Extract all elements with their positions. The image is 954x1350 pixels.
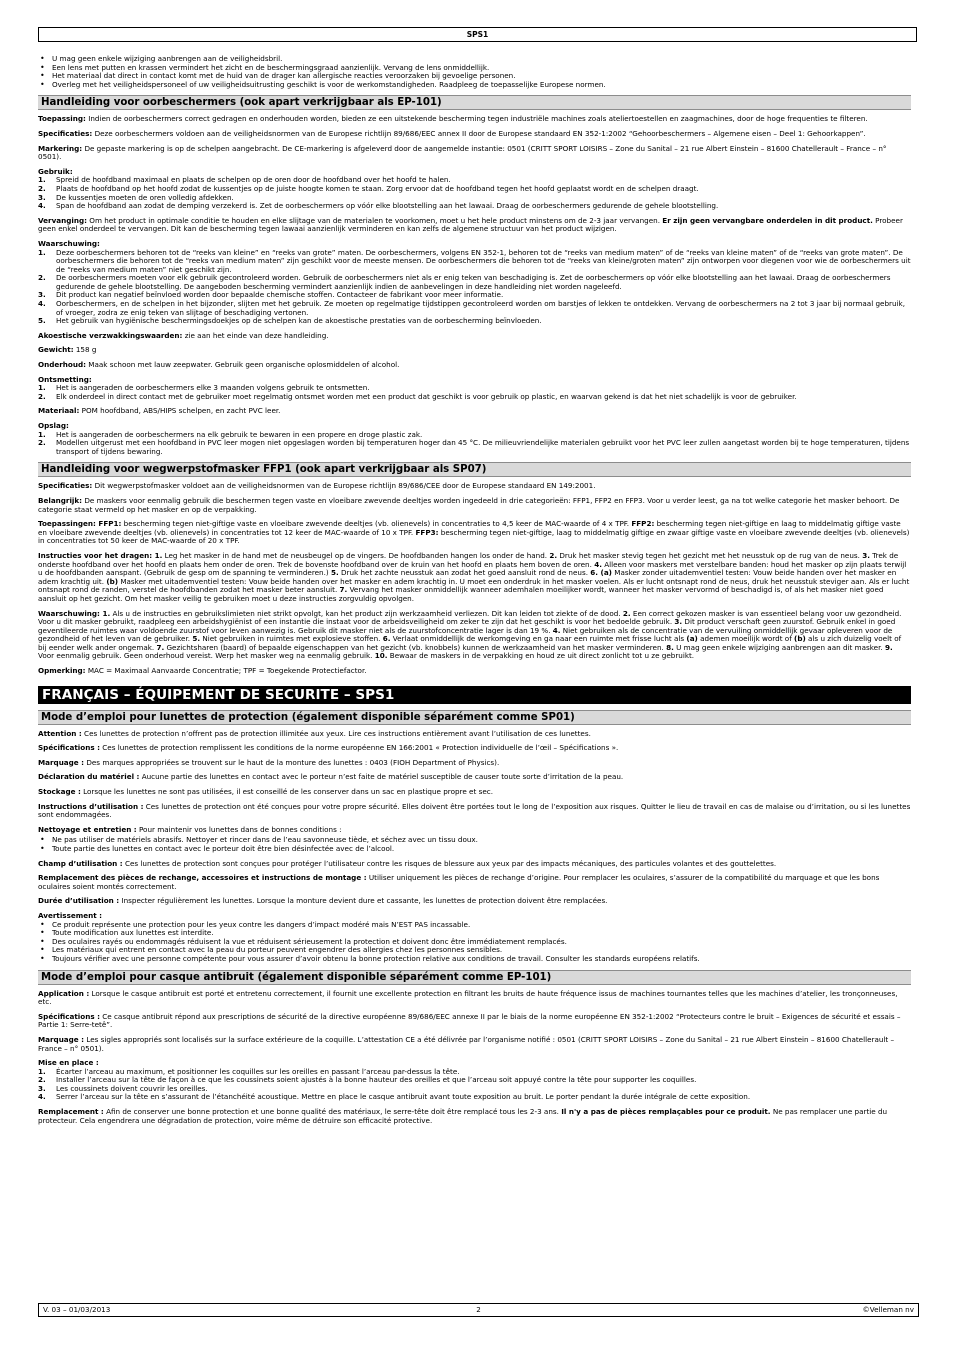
footer-copyright: ©Velleman nv <box>862 1305 914 1314</box>
paragraph: Toepassing: Indien de oorbeschermers correct gedragen en onderhouden worden, bieden ze een uitstekende bescherming tegen industriële machines zoals ateliertoestellen en zaagmachines, door de hoge frequenties te filteren. <box>38 114 868 124</box>
list-item: 4. Oorbeschermers, en de schelpen in het bijzonder, slijten met het gebruik. Ze moeten op regelmatige tijdstippen gecontroleerd worden om barstjes of lekken te ontdekken. Vervang de oorbeschermers na 2 tot 3 jaar bij normaal gebruik, of vroeger, zodra ze enig teken van slijtage of beschadiging vertonen. <box>38 299 905 317</box>
section-heading-fr-glasses: Mode d’emploi pour lunettes de protection (également disponible séparément comme SP01) <box>38 710 911 725</box>
list-item: 4. Serrer l’arceau sur la tête en s’assurant de l’étanchéité acoustique. Mettre en place le casque antibruit avant toute exposition au bruit. Le porter pendant la durée intégrale de cette exposition. <box>38 1092 751 1102</box>
paragraph: Akoestische verzwakkingswaarden: zie aan het einde van deze handleiding. <box>38 330 329 340</box>
paragraph-label: Ontsmetting: <box>38 374 92 384</box>
paragraph: Stockage : Lorsque les lunettes ne sont pas utilisées, il est conseillé de les conserver dans un sac en plastique propre et sec. <box>38 787 493 797</box>
list-item: 1. Écarter l’arceau au maximum, et positionner les coquilles sur les oreilles en passant l’arceau par-dessus la tête. <box>38 1066 460 1076</box>
paragraph: Spécifications : Ce casque antibruit répond aux prescriptions de sécurité de la directive européenne 89/686/EEC annexe II par le biais de la norme européenne EN 352-1:2002 “Protecteurs contre le bruit – Exigences de sécurité et essais – Partie 1: Serre-tetê”. <box>38 1011 901 1030</box>
paragraph: Marquage : Des marques appropriées se trouvent sur le haut de la monture des lunettes : 0403 (FIOH Department of Physics). <box>38 757 500 767</box>
list-item: 3. Dit product kan negatief beïnvloed worden door bepaalde chemische stoffen. Contacteer de fabrikant voor meer informatie. <box>38 290 504 300</box>
paragraph-label: Waarschuwing: <box>38 238 100 248</box>
list-item: 4. Span de hoofdband aan zodat de demping verzekerd is. Zet de oorbeschermers op vóór elke blootstelling aan het lawaai. Draag de oorbeschermers gedurende de gehele blootstelling. <box>38 201 719 211</box>
paragraph: Instructies voor het dragen: 1. Leg het masker in de hand met de neusbeugel op de vingers. De hoofdbanden hangen los onder de hand. 2. Druk het masker stevig tegen het gezicht met het neusstuk op de rug van de neus. 3. Trek de onderste hoofdband over het hoofd en plaats hem onder de oren. Trek de bovenste hoofdband over de kruin van het hoofd en plaats hem boven de oren. 4. Alleen voor maskers met verstelbare banden: houd het masker op zijn plaats terwijl u de hoofdbanden aanspant. (Gebruik de gesp om de spanning te verminderen.) 5. Druk het zachte neusstuk aan zodat het goed aansluit rond de neus. 6. (a) Masker zonder uitademventiel testen: Vouw beide handen over het masker en adem krachtig uit. (b) Masker met uitademventiel testen: Vouw beide handen over het masker en adem krachtig in. U moet een onderdruk in het masker voelen. Als er lucht ontsnapt rond de neus, druk het neusstuk steviger aan. Als er lucht ontsnapt rond de randen, verstel de hoofdbanden zodat het masker beter aansluit. 7. Vervang het masker onmiddellijk wanneer ademhalen moeilijker wordt, wanneer het masker vervormd of beschadigd is, of als het masker niet goed aansluit op het gezicht. Om het masker veilig te gebruiken moet u deze instructies zorgvuldig opvolgen. <box>38 550 910 603</box>
list-item: 1. Deze oorbeschermers behoren tot de “reeks van kleine” en “reeks van grote” maten. De oorbeschermers, volgens EN 352-1, behoren tot de “reeks van medium maten” of de “reeks van kleine maten” of de “reeks van grote maten”. De oorbeschermers die behoren tot de “reeks van medium maten” zijn geschikt voor de meeste mensen. De oorbeschermers die behoren tot de “reeks van kleine/groten maten” zijn ontworpen voor diegenen voor wie de oorbeschermers uit de “reeks van medium maten” niet geschikt zijn. <box>38 247 911 274</box>
page-header <box>38 27 917 42</box>
paragraph: Gewicht: 158 g <box>38 345 97 355</box>
list-item: 2. Plaats de hoofdband op het hoofd zodat de kussentjes op de juiste hoogte komen te staan. Zorg ervoor dat de hoofdband tegen het hoofd geplaatst wordt en de schelpen draagt. <box>38 183 699 193</box>
list-item: • Toute modification aux lunettes est interdite. <box>38 929 911 938</box>
paragraph: Markering: De gepaste markering is op de schelpen aangebracht. De CE-markering is afgeleverd door de aangemelde instantie: 0501 (CRITT SPORT LOISIRS – Zone du Sanital – 21 rue Albert Einstein – 81600 Chatellerault – France – n° 0501). <box>38 143 887 162</box>
header-title: SPS1 <box>38 27 917 42</box>
numbered-list <box>38 431 911 457</box>
list-item: • Ne pas utiliser de matériels abrasifs. Nettoyer et rincer dans de l’eau savonneuse tiède, et séchez avec un tissu doux. <box>38 836 911 845</box>
paragraph: Waarschuwing: 1. Als u de instructies en gebruikslimieten niet strikt opvolgt, kan het product zijn werkzaamheid verliezen. Dit kan leiden tot ziekte of de dood. 2. Een correct gekozen masker is van essentieel belang voor uw gezondheid. Voor u dit masker gebruikt, raadpleeg een arbeidshygiënist of een instantie die instaat voor de arbeidsveiligheid om zeker te zijn dat het geschikt is voor het bedoelde gebruik. 3. Dit product verschaft geen zuurstof. Gebruik enkel in goed geventileerde ruimtes waar voldoende zuurstof voor leven aanwezig is. Gebruik dit masker niet als de zuurstofconcentratie lager is dan 19 %. 4. Niet gebruiken als de concentratie van de vervuiling onmiddellijk gevaar opleveren voor de gezondheid of het leven van de gebruiker. 5. Niet gebruiken in ruimtes met explosieve stoffen. 6. Verlaat onmiddellijk de werkomgeving en ga naar een ruimte met frisse lucht als (a) ademen moeilijk wordt of (b) als u zich duizelig voelt of bij eender welk ander ongemak. 7. Gezichtsharen (baard) of bepaalde eigenschappen van het gezicht (vb. knobbels) kunnen de werkzaamheid van het masker verminderen. 8. U mag geen enkele wijziging aanbrengen aan dit masker. 9. Voor eenmalig gebruik. Geen onderhoud vereist. Werp het masker weg na eenmalig gebruik. 10. Bewaar de maskers in de verpakking en houd ze uit direct zonlicht tot u ze gebruikt. <box>38 608 902 661</box>
list-item: • U mag geen enkele wijziging aanbrengen aan de veiligheidsbril. <box>38 55 911 64</box>
paragraph: Specificaties: Deze oorbeschermers voldoen aan de veiligheidsnormen van de Europese richtlijn 89/686/EEC annex II door de Europese standaard EN 352-1:2002 “Gehoorbeschermers – Algemene eisen – Deel 1: Gehoorkappen”. <box>38 128 866 138</box>
list-item: • Het materiaal dat direct in contact komt met de huid van de drager kan allergische reacties veroorzaken bij gevoelige personen. <box>38 72 911 81</box>
list-item: • Een lens met putten en krassen vermindert het zicht en de beschermingsgraad aanzienlijk. Vervang de lens onmiddellijk. <box>38 64 911 73</box>
paragraph: Onderhoud: Maak schoon met lauw zeepwater. Gebruik geen organische oplosmiddelen of alcohol. <box>38 360 400 370</box>
list-item: • Ce produit représente une protection pour les yeux contre les dangers d’impact modéré mais N’EST PAS incassable. <box>38 921 911 930</box>
paragraph: Belangrijk: De maskers voor eenmalig gebruik die beschermen tegen vaste en vloeibare zwevende deeltjes worden ingedeeld in drie categorieën: FFP1, FFP2 en FFP3. Voor u verder leest, ga na tot welke categorie het masker behoort. De categorie staat vermeld op het masker en op de verpakking. <box>38 495 900 514</box>
numbered-list <box>38 1068 911 1102</box>
paragraph: Spécifications : Ces lunettes de protection remplissent les conditions de la norme européenne EN 166:2001 « Protection individuelle de l’œil – Spécifications ». <box>38 743 619 753</box>
list-item: • Toute partie des lunettes en contact avec le porteur doit être bien désinfectée avec de l’alcool. <box>38 845 911 854</box>
list-item: 2. De oorbeschermers moeten voor elk gebruik gecontroleerd worden. Gebruik de oorbeschermers niet als er enig teken van beschadiging is. Zet de oorbeschermers op vóór elke blootstelling aan het lawaai. Draag de oorbeschermers gedurende de gehele blootstelling. De aangeboden bescherming vermindert aanzienlijk indien de aanbevelingen in deze handleiding niet worden nageleefd. <box>38 273 891 291</box>
paragraph-label: Mise en place : <box>38 1058 99 1068</box>
paragraph: Specificaties: Dit wegwerpstofmasker voldoet aan de veiligheidsnormen van de Europese richtlijn 89/686/CEE door de Europese standaard EN 149:2001. <box>38 481 596 491</box>
language-section-title: FRANÇAIS – ÉQUIPEMENT DE SECURITE – SPS1 <box>38 686 911 704</box>
list-item: 3. De kussentjes moeten de oren volledig afdekken. <box>38 192 234 202</box>
paragraph: Attention : Ces lunettes de protection n’offrent pas de protection illimitée aux yeux. Lire ces instructions entièrement avant l’utilisation de ces lunettes. <box>38 728 591 738</box>
paragraph-label: Gebruik: <box>38 166 73 176</box>
list-item: 1. Spreid de hoofdband maximaal en plaats de schelpen op de oren door de hoofdband over het hoofd te halen. <box>38 175 451 185</box>
paragraph: Materiaal: POM hoofdband, ABS/HIPS schelpen, en zacht PVC leer. <box>38 406 281 416</box>
bullet-list <box>38 836 911 853</box>
paragraph: Remplacement des pièces de rechange, accessoires et instructions de montage : Utiliser uniquement les pièces de rechange d’origine. Pour remplacer les oculaires, s’assurer de la compatibilité du marquage et que les bons oculaires soient montés correctement. <box>38 873 880 891</box>
list-item: • Toujours vérifier avec une personne compétente pour vous assurer d’avoir obtenu la bonne protection relative aux conditions de travail. Consulter les standards européens relatifs. <box>38 955 911 964</box>
paragraph: Durée d’utilisation : Inspecter régulièrement les lunettes. Lorsque la monture devient dure et cassante, les lunettes de protection doivent être remplacées. <box>38 896 608 906</box>
footer-page-number: 2 <box>476 1305 481 1314</box>
footer-version: V. 03 – 01/03/2013 <box>43 1305 111 1314</box>
paragraph: Déclaration du matériel : Aucune partie des lunettes en contact avec le porteur n’est faite de matériel susceptible de causer toute sorte d’irritation de la peau. <box>38 772 624 782</box>
paragraph: Instructions d’utilisation : Ces lunettes de protection ont été conçues pour votre propre sécurité. Elles doivent être portées tout le long de l’exposition aux risques. Quitter le lieu de travail en cas de malaise ou d’irritation, ou si les lunettes sont endommagées. <box>38 801 911 820</box>
paragraph-label: Opslag: <box>38 421 69 430</box>
list-item: 2. Modellen uitgerust met een hoofdband in PVC leer mogen niet opgeslagen worden bij temperaturen hoger dan 45 °C. De milieuvriendelijke materialen gebruikt voor het PVC leer zullen aangetast worden bij te hoge temperaturen, tijdens transport of tijdens bewaring. <box>38 438 910 456</box>
bullet-list <box>38 921 911 964</box>
intro-bullet-list <box>38 55 911 89</box>
list-item: • Des oculaires rayés ou endommagés réduisent la vue et réduisent sérieusement la protection et doivent donc être immédiatement remplacés. <box>38 938 911 947</box>
paragraph: Toepassingen: FFP1: bescherming tegen niet-giftige vaste en vloeibare zwevende deeltjes (vb. olienevels) in concentraties to 4,5 keer de MAC-waarde of 4 x TPF. FFP2: bescherming tegen niet-giftige en laag to middelmatig giftige vaste en vloeibare zwevende deeltjes (vb. olienevels) in concentraties tot 12 keer de MAC-waarde of 10 x TPF. FFP3: bescherming tegen niet-giftige, laag to middelmatig giftige en zwaar giftige vaste en vloeibare zwevende deeltjes (vb. olienevels) in concentraties tot 50 keer de MAC-waarde of 20 x TPF. <box>38 519 910 546</box>
paragraph: Nettoyage et entretien : Pour maintenir vos lunettes dans de bonnes conditions : <box>38 824 342 834</box>
page-footer <box>38 1303 919 1317</box>
numbered-list <box>38 249 911 326</box>
section-heading-nl-earmuffs: Handleiding voor oorbeschermers (ook apart verkrijgbaar als EP-101) <box>38 95 911 110</box>
list-item: 2. Elk onderdeel in direct contact met de gebruiker moet regelmatig ontsmet worden met een product dat geschikt is voor gebruik op plastic, en waarvan gekend is dat het niet schadelijk is voor de gebruiker. <box>38 391 797 401</box>
list-item: 1. Het is aangeraden de oorbeschermers elke 3 maanden volgens gebruik te ontsmetten. <box>38 383 370 393</box>
list-item: 5. Het gebruik van hygiënische beschermingsdoekjes op de schelpen kan de akoestische prestaties van de oorbescherming beïnvloeden. <box>38 316 542 326</box>
paragraph-label: Avertissement : <box>38 910 103 920</box>
paragraph: Application : Lorsque le casque antibruit est porté et entretenu correctement, il fournit une excellente protection en filtrant les bruits de haute fréquence issus de machines tournantes telles que les machines d’atelier, les tronçonneuses, etc. <box>38 988 898 1007</box>
section-heading-fr-earmuffs: Mode d’emploi pour casque antibruit (également disponible séparément comme EP-101) <box>38 970 911 985</box>
numbered-list <box>38 384 911 401</box>
list-item: • Overleg met het veiligheidspersoneel of uw veiligheidsuitrusting geschikt is voor de werkomstandigheden. Raadpleeg de toepasselijke Europese normen. <box>38 81 911 90</box>
section-heading-nl-mask: Handleiding voor wegwerpstofmasker FFP1 (ook apart verkrijgbaar als SP07) <box>38 462 911 477</box>
paragraph: Champ d’utilisation : Ces lunettes de protection sont conçues pour protéger l’utilisateur contre les risques de blessure aux yeux par des impacts mécaniques, des particules volantes et des gouttelettes. <box>38 858 777 868</box>
numbered-list <box>38 176 911 210</box>
paragraph: Opmerking: MAC = Maximaal Aanvaarde Concentratie; TPF = Toegekende Protectiefactor. <box>38 666 367 676</box>
paragraph: Remplacement : Afin de conserver une bonne protection et une bonne qualité des matériaux, le serre-tête doit être remplacé tous les 2-3 ans. Il n'y a pas de pièces remplaçables pour ce produit. Ne pas remplacer une partie du protecteur. Cela engendrera une dégradation de protection, voire même de détruire son efficacité protective. <box>38 1107 888 1125</box>
document-body <box>38 55 911 1131</box>
paragraph: Marquage : Les sigles appropriés sont localisés sur la surface extérieure de la coquille. L’attestation CE a été délivrée par l’organisme notifié : 0501 (CRITT SPORT LOISIRS – Zone du Sanital – 21 rue Albert Einstein – 81600 Chatellerault – France – n° 0501). <box>38 1034 895 1053</box>
list-item: • Les matériaux qui entrent en contact avec la peau du porteur peuvent engendrer des allergies chez les personnes sensibles. <box>38 946 911 955</box>
list-item: 1. Het is aangeraden de oorbeschermers na elk gebruik te bewaren in een propere en droge plastic zak. <box>38 429 423 439</box>
list-item: 2. Installer l’arceau sur la tête de façon à ce que les coussinets soient ajustés à la bonne hauteur des oreilles et que l’arceau soit appuyé contre la tête pour supporter les coquilles. <box>38 1075 697 1085</box>
paragraph: Vervanging: Om het product in optimale conditie te houden en elke slijtage van de materialen te voorkomen, moet u het hele product minstens om de 2-3 jaar vervangen. Er zijn geen vervangbare onderdelen in dit product. Probeer geen enkel onderdeel te vervangen. Dit kan de bescherming tegen lawaai aanzienlijk verminderen en kan zelfs de algemene structuur van het product wijzigen. <box>38 215 903 234</box>
list-item: 3. Les coussinets doivent couvrir les oreilles. <box>38 1083 208 1093</box>
